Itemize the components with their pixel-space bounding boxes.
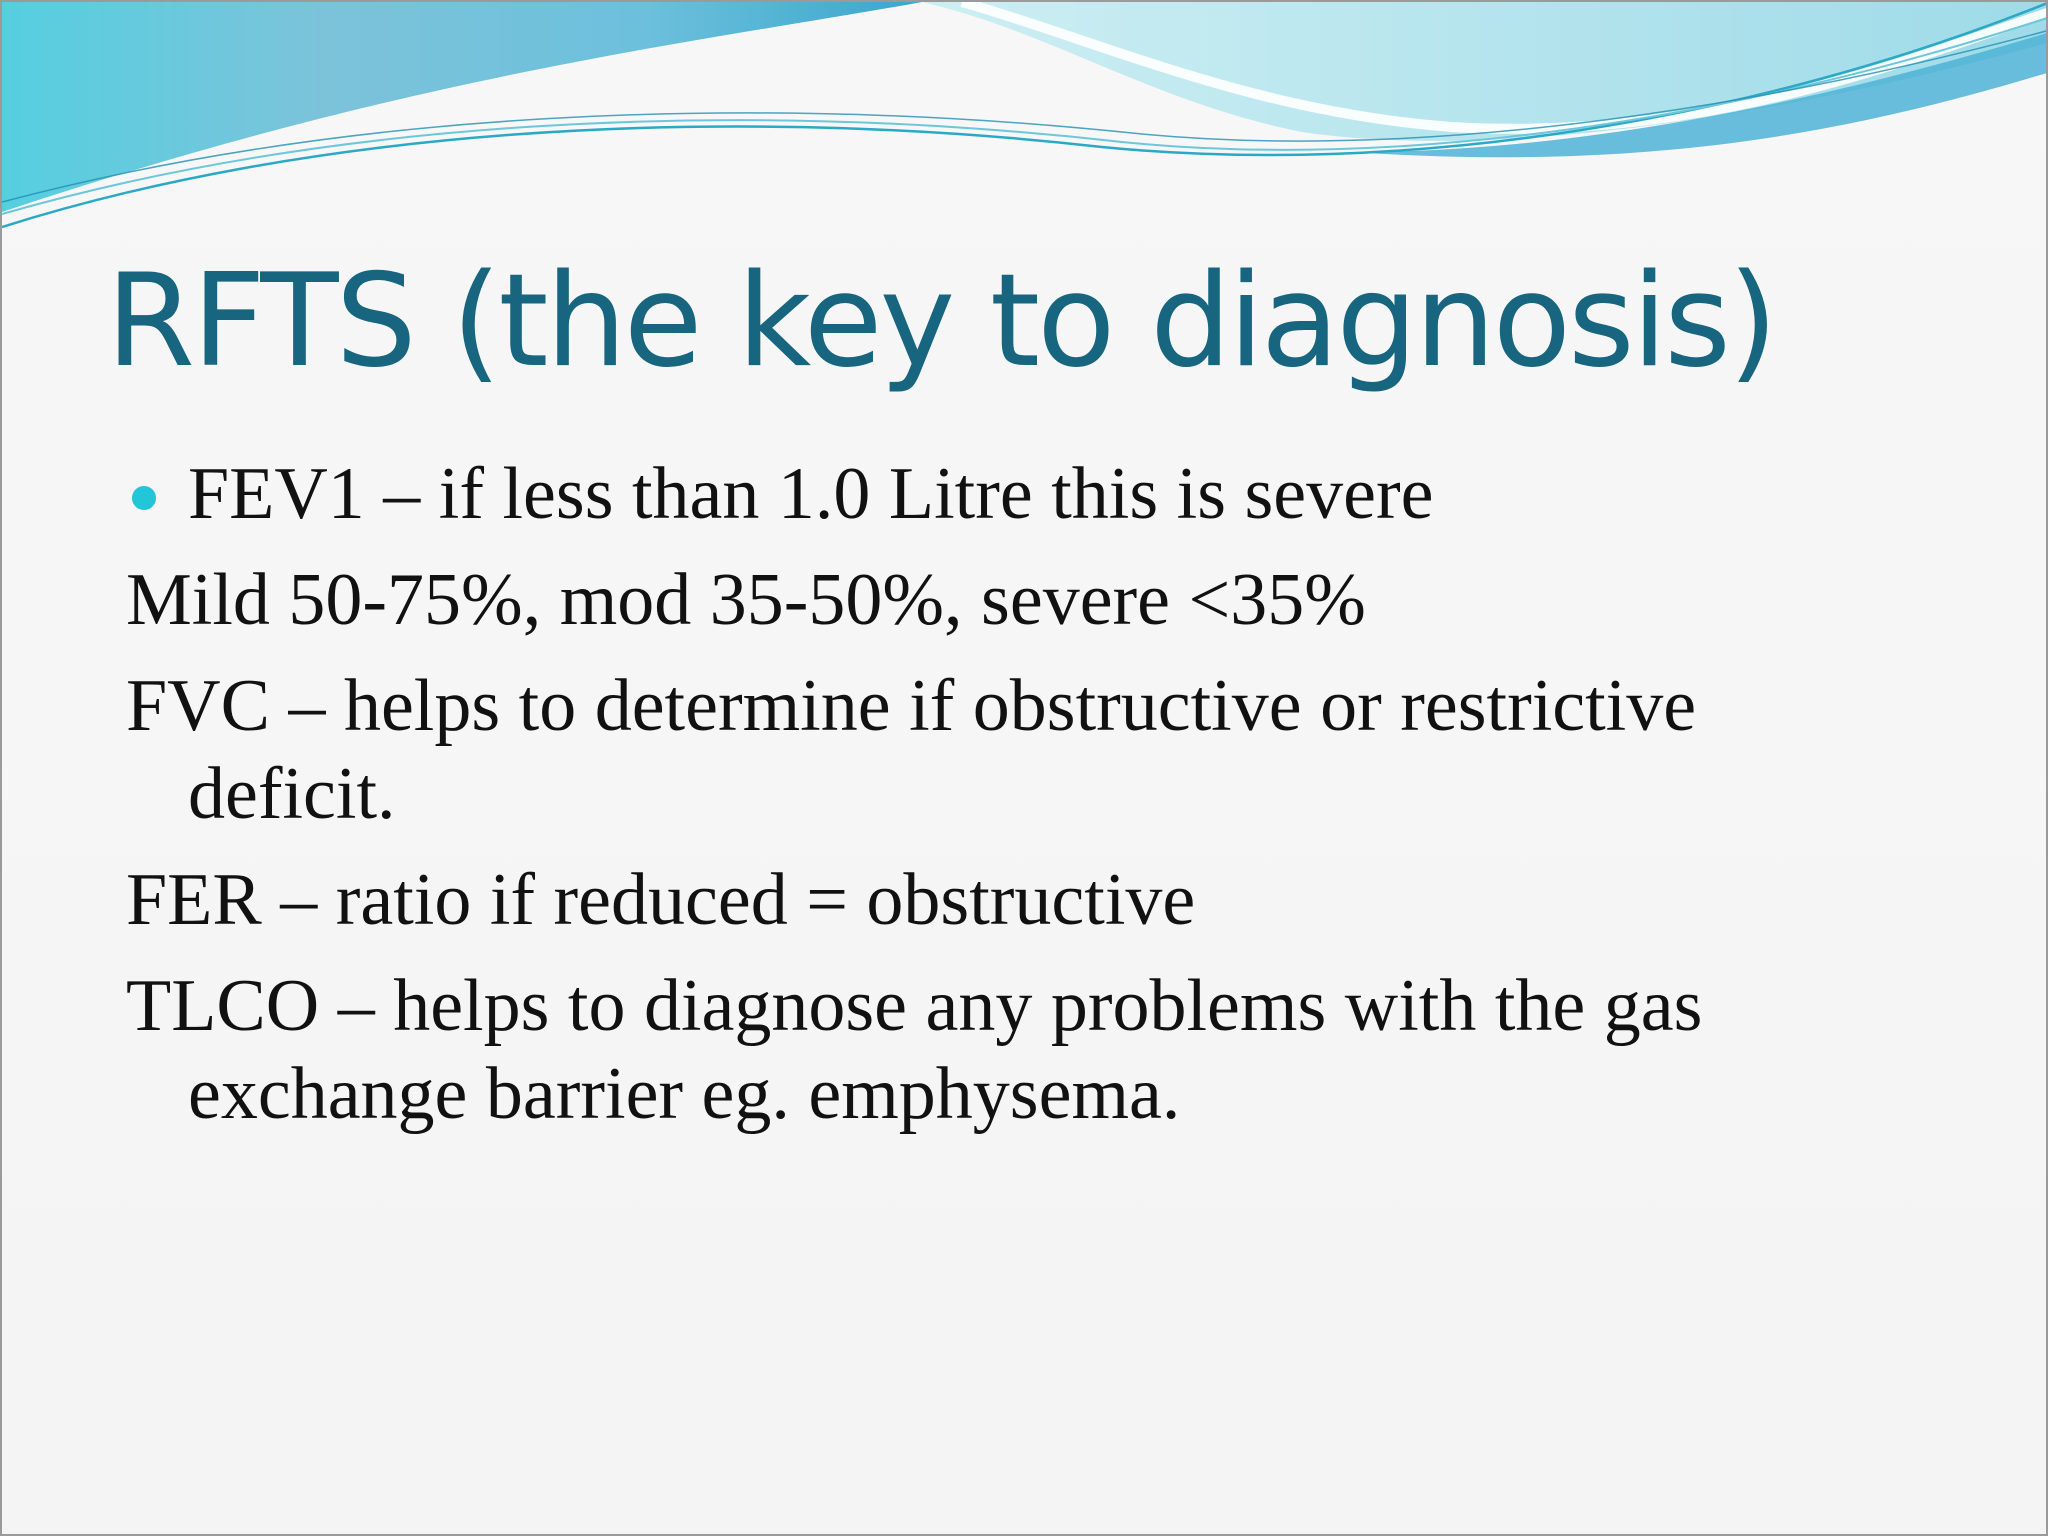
header-wave-decoration xyxy=(2,2,2048,262)
list-item-text: Mild 50-75%, mod 35-50%, severe <35% xyxy=(126,559,1366,641)
bullet-icon xyxy=(132,486,156,510)
list-item-fev1 xyxy=(126,450,1966,538)
list-item-severity xyxy=(126,556,1966,644)
list-item-text-line1: TLCO – helps to diagnose any problems with the gas xyxy=(126,965,1703,1047)
list-item-fvc xyxy=(126,662,1966,838)
list-item-text: FER – ratio if reduced = obstructive xyxy=(126,859,1196,941)
slide-body xyxy=(126,450,1966,1156)
list-item-text-line2: exchange barrier eg. emphysema. xyxy=(188,1053,1181,1135)
list-item-text-line1: FVC – helps to determine if obstructive or restrictive xyxy=(126,665,1697,747)
slide-title: RFTS (the key to diagnosis) xyxy=(106,247,1775,396)
list-item-fer xyxy=(126,856,1966,944)
list-item-text: FEV1 – if less than 1.0 Litre this is severe xyxy=(188,453,1434,535)
list-item-text-line2: deficit. xyxy=(188,753,396,835)
list-item-tlco xyxy=(126,962,1966,1138)
wave-band xyxy=(2,2,922,212)
